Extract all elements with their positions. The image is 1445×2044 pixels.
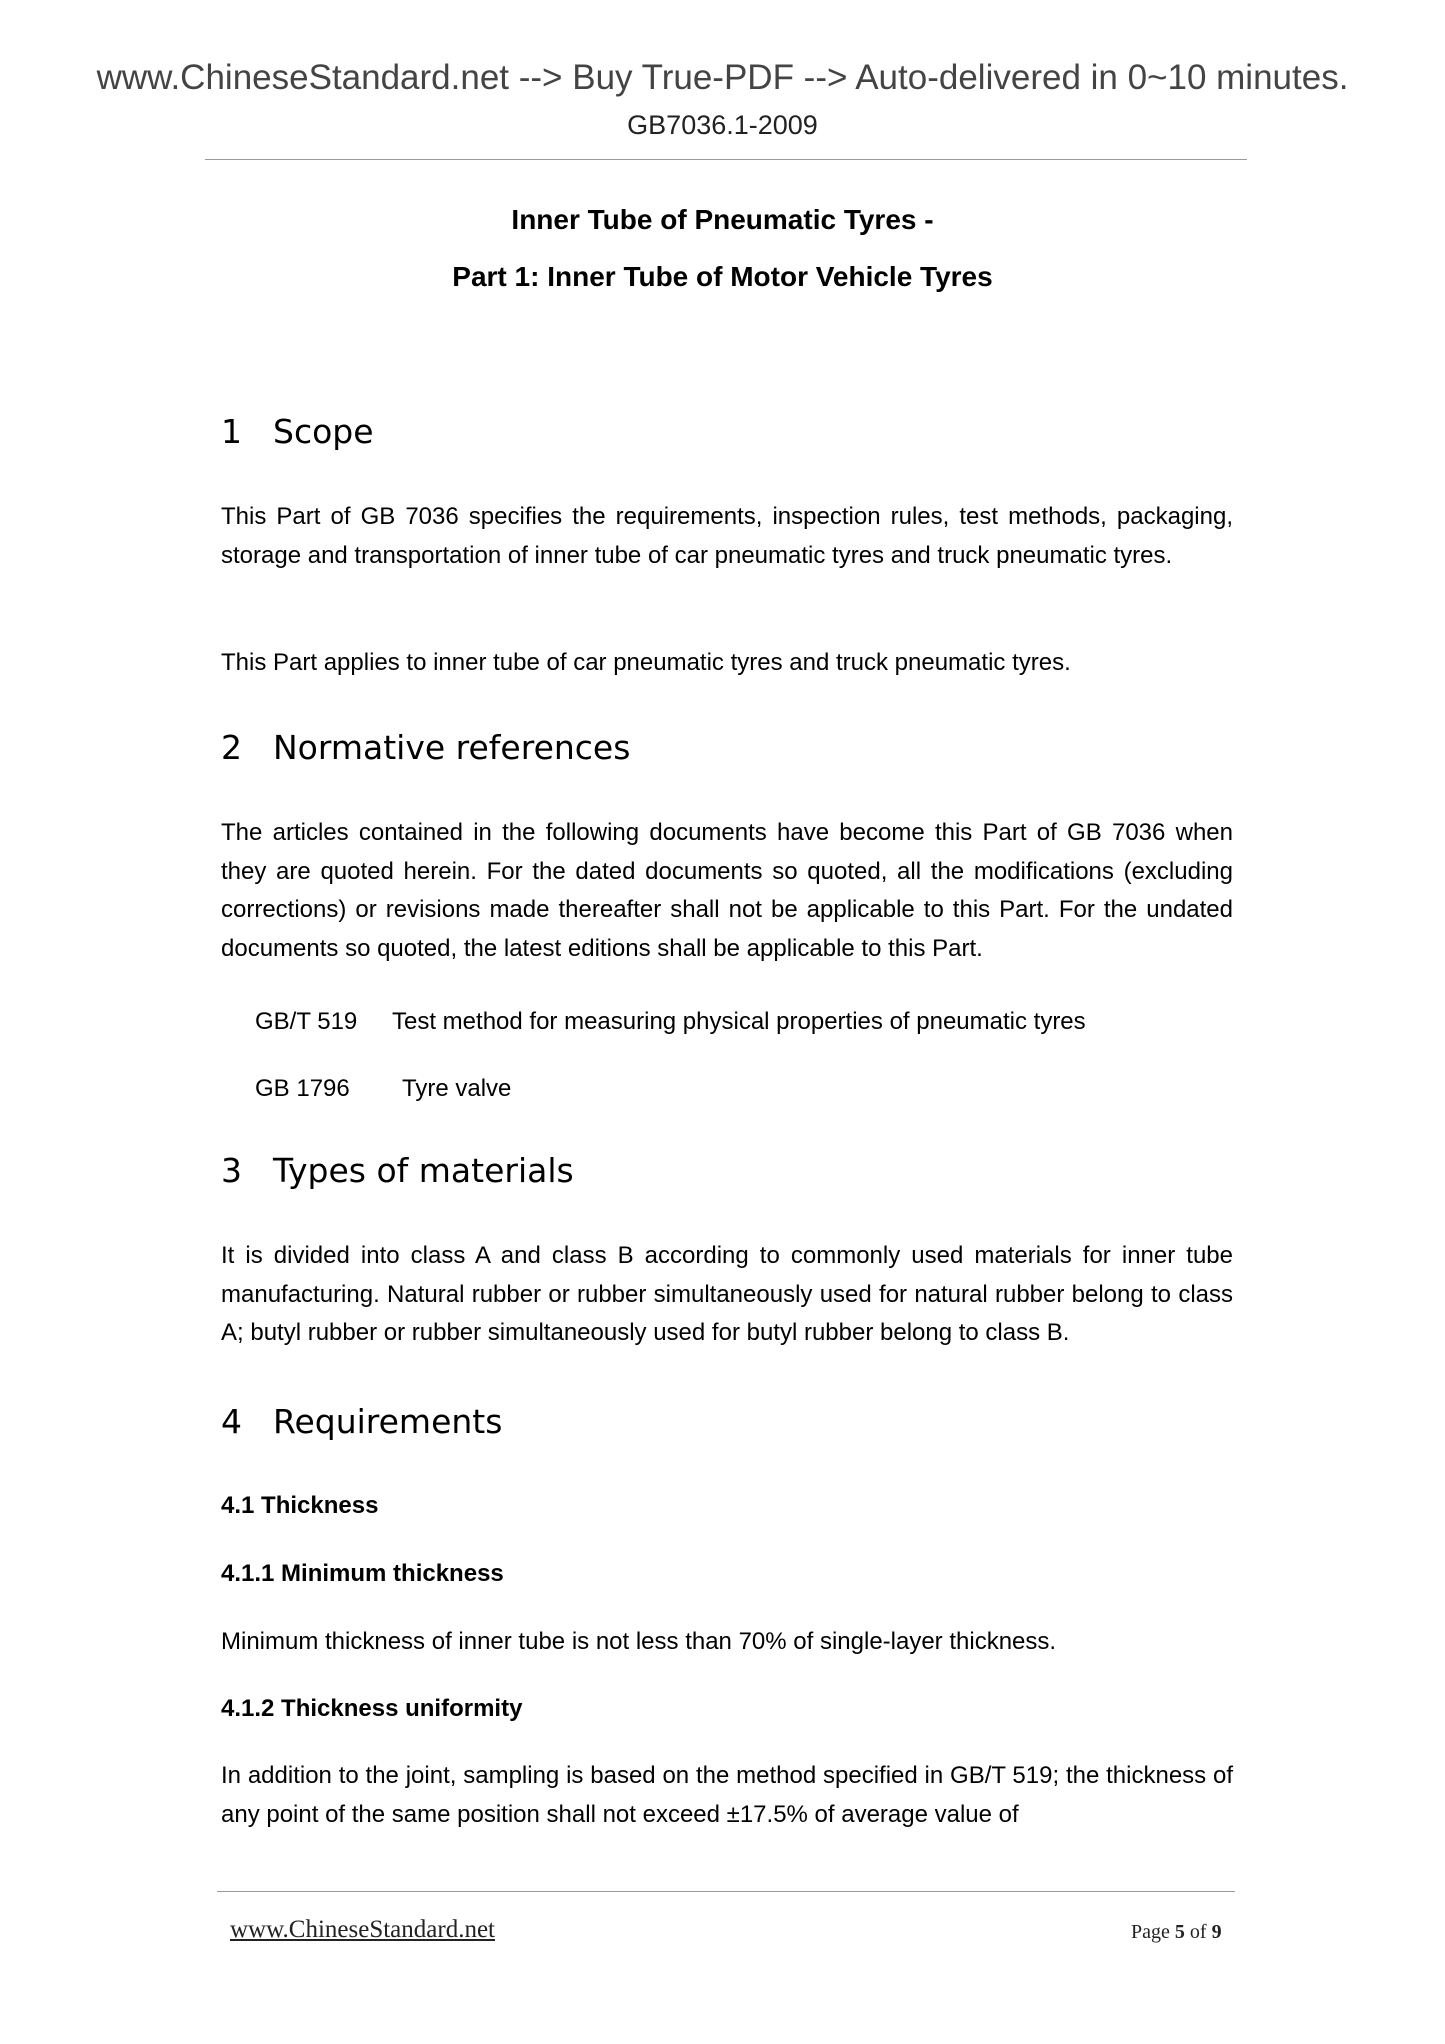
- section-title: Types of materials: [273, 1151, 574, 1190]
- section-heading-normative-references: [221, 726, 630, 770]
- page-of: of: [1189, 1921, 1207, 1943]
- page-total: 9: [1211, 1921, 1222, 1943]
- scope-paragraph-1: This Part of GB 7036 specifies the requirements, inspection rules, test methods, packaging, storage and transportation of inner tube of car pneumatic tyres and truck pneumatic tyres.: [221, 503, 1233, 569]
- section-number: 1: [221, 412, 242, 451]
- document-title-line-2: Part 1: Inner Tube of Motor Vehicle Tyres: [452, 261, 993, 292]
- materials-paragraph: It is divided into class A and class B according to commonly used materials for inner tube manufacturing. Natural rubber or rubber simultaneously used for natural rubber belong to class A; butyl rubber or rubber simultaneously used for butyl rubber belong to class B.: [221, 1242, 1233, 1346]
- page-current: 5: [1174, 1921, 1185, 1943]
- section-number: 3: [221, 1151, 242, 1190]
- subsection-heading-minimum-thickness: 4.1.1 Minimum thickness: [221, 1560, 504, 1587]
- scope-paragraph-2: This Part applies to inner tube of car pneumatic tyres and truck pneumatic tyres.: [221, 649, 1071, 676]
- header-divider: [205, 159, 1247, 160]
- section-heading-requirements: [221, 1400, 502, 1444]
- page-label: Page: [1131, 1921, 1170, 1943]
- reference-title: Test method for measuring physical properties of pneumatic tyres: [392, 1008, 1086, 1035]
- minimum-thickness-paragraph: Minimum thickness of inner tube is not less than 70% of single-layer thickness.: [221, 1628, 1057, 1655]
- section-number: 4: [221, 1402, 242, 1441]
- footer-website-link[interactable]: www.ChineseStandard.net: [230, 1916, 495, 1943]
- footer-divider: [217, 1891, 1235, 1892]
- page-indicator: [1131, 1918, 1222, 1946]
- document-title-line-1: Inner Tube of Pneumatic Tyres -: [511, 204, 934, 235]
- reference-code: GB 1796: [255, 1075, 350, 1102]
- section-heading-scope: [221, 410, 374, 454]
- promo-banner: www.ChineseStandard.net --> Buy True-PDF --> Auto-delivered in 0~10 minutes.: [96, 58, 1349, 97]
- reference-item: [255, 1071, 511, 1107]
- subsection-heading-thickness: 4.1 Thickness: [221, 1492, 379, 1519]
- reference-code: GB/T 519: [255, 1008, 358, 1035]
- standard-code: GB7036.1-2009: [627, 110, 818, 140]
- reference-title: Tyre valve: [402, 1075, 512, 1102]
- thickness-uniformity-paragraph: In addition to the joint, sampling is based on the method specified in GB/T 519; the thickness of any point of the same position shall not exceed ±17.5% of average value of: [221, 1762, 1233, 1828]
- reference-item: [255, 1004, 1086, 1040]
- section-title: Normative references: [273, 728, 631, 767]
- section-number: 2: [221, 728, 242, 767]
- normative-paragraph: The articles contained in the following documents have become this Part of GB 7036 when they are quoted herein. For the dated documents so quoted, all the modifications (excluding corrections) or revisions made thereafter shall not be applicable to this Part. For the undated documents so quoted, the latest editions shall be applicable to this Part.: [221, 819, 1233, 962]
- section-title: Requirements: [273, 1402, 503, 1441]
- section-title: Scope: [273, 412, 374, 451]
- subsection-heading-thickness-uniformity: 4.1.2 Thickness uniformity: [221, 1695, 523, 1722]
- section-heading-types-of-materials: [221, 1149, 574, 1193]
